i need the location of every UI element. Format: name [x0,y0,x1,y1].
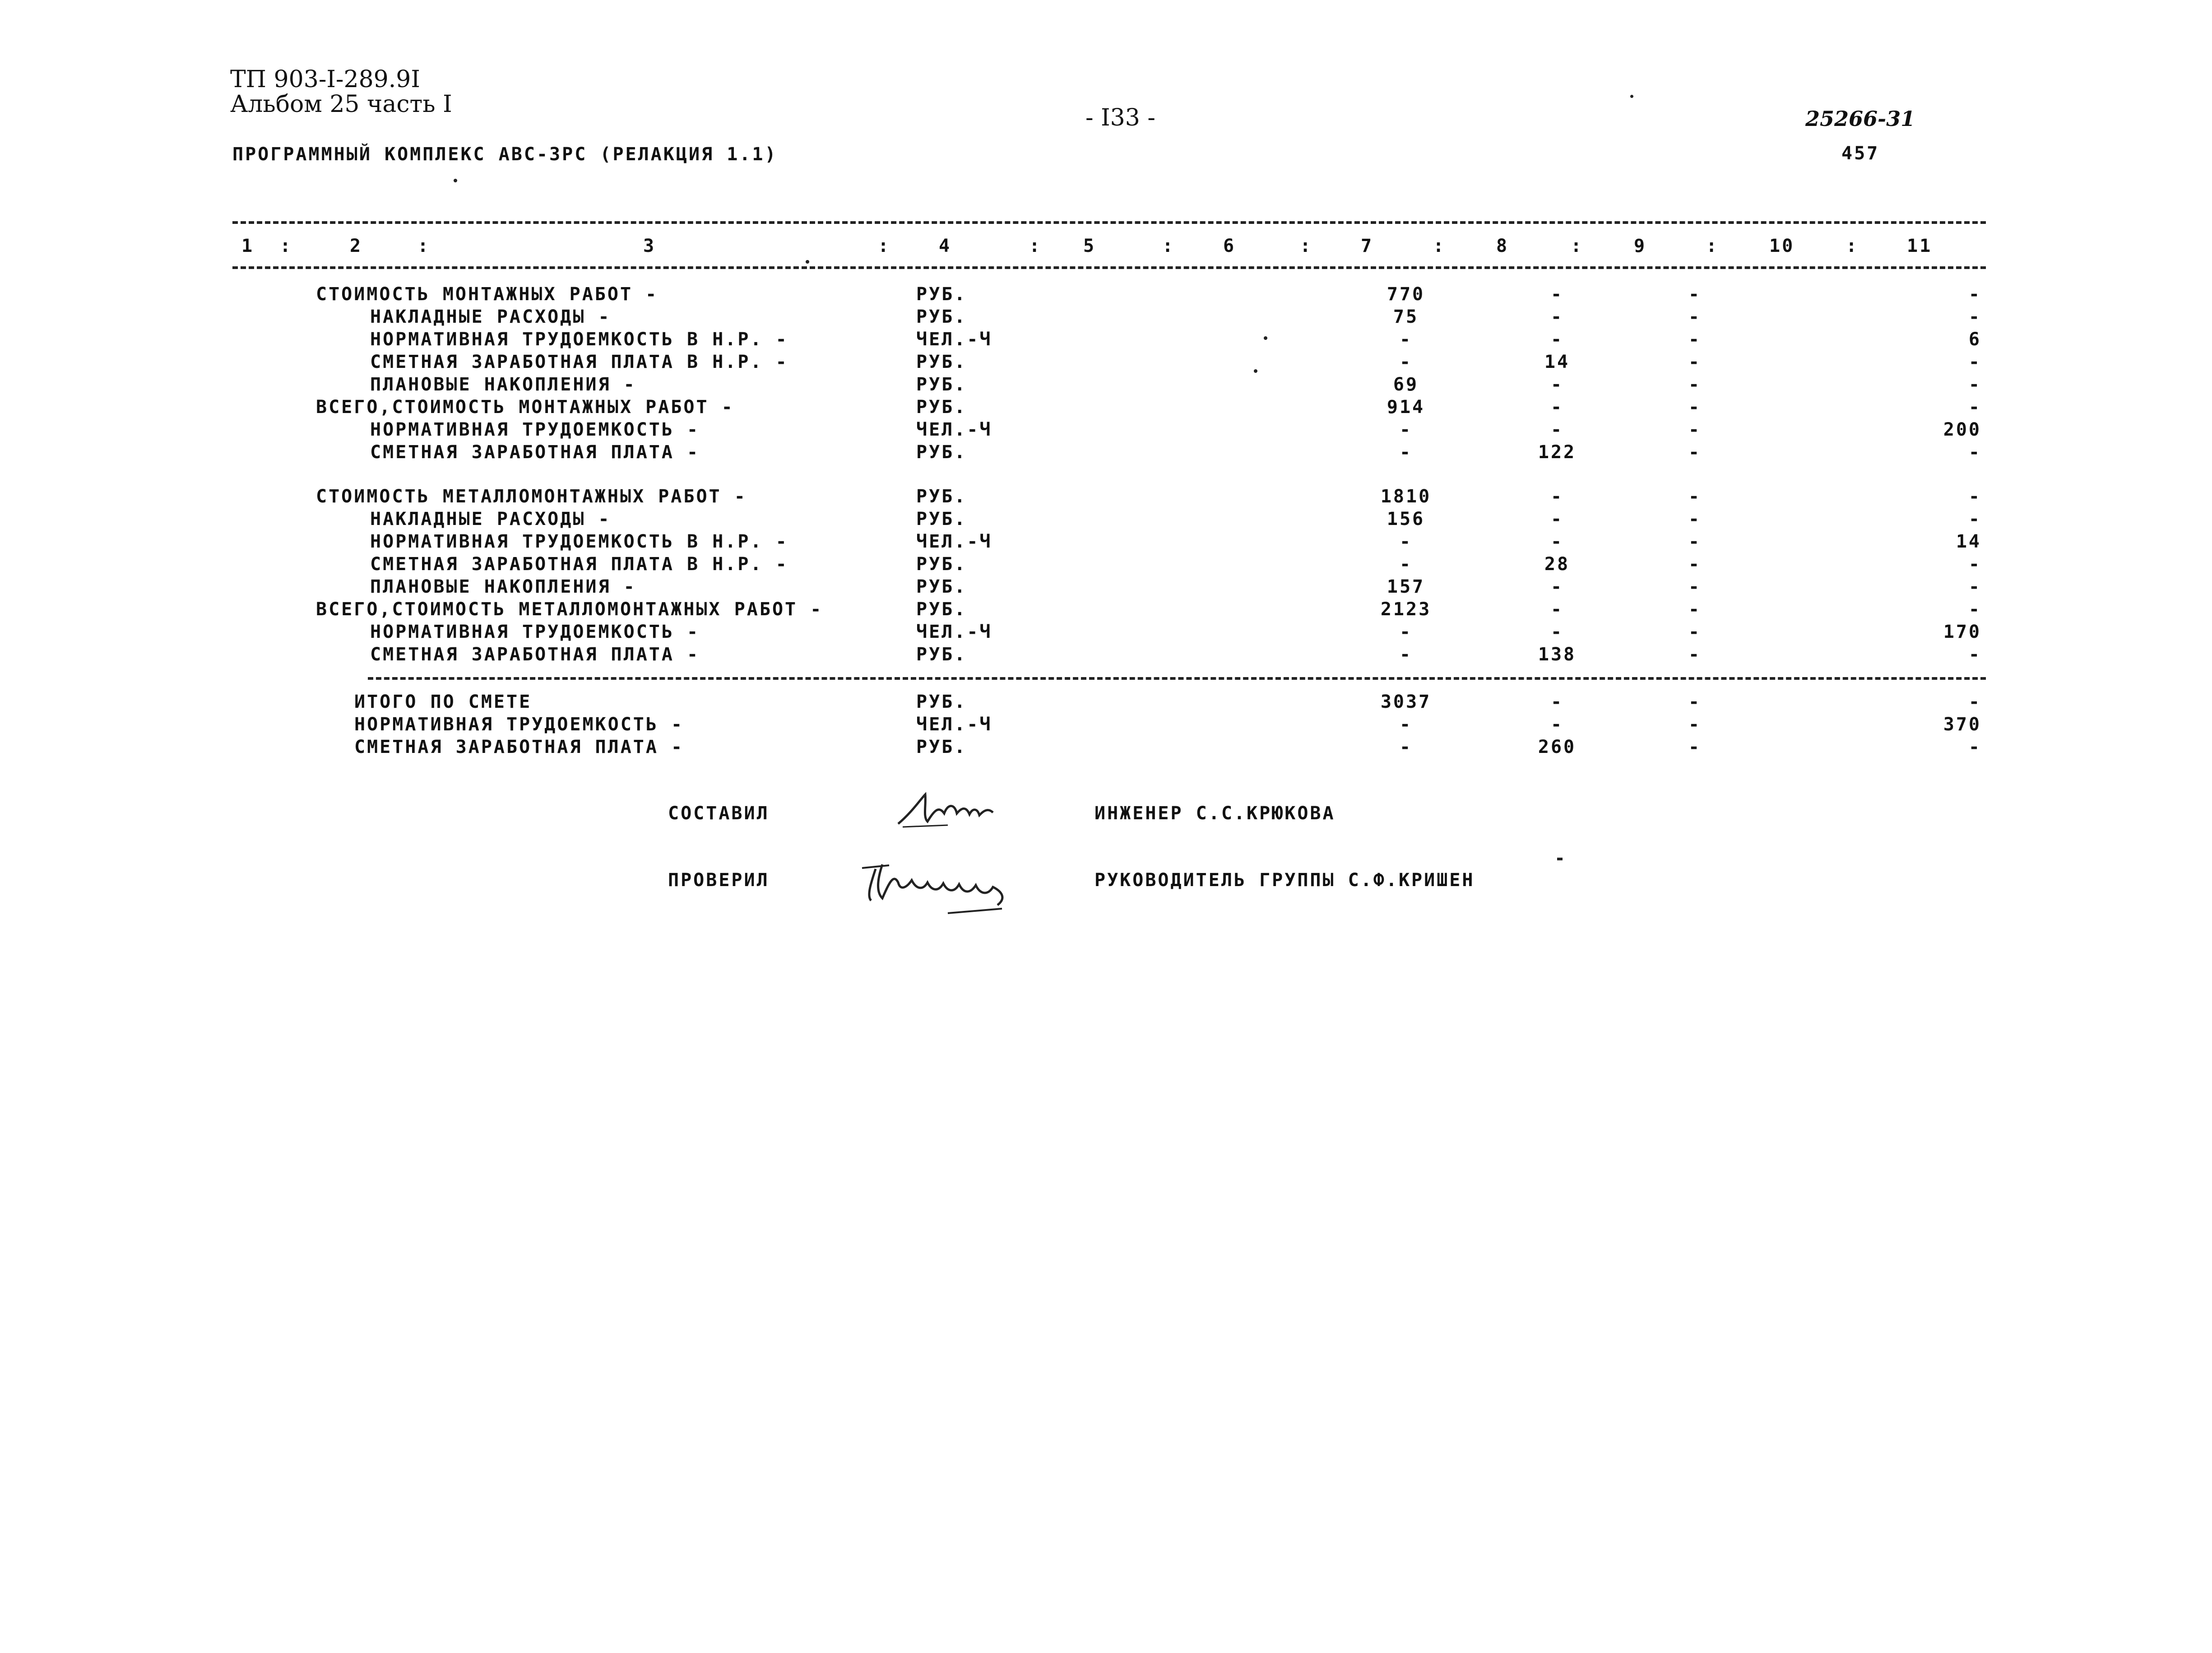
row-unit: ЧЕЛ.-Ч [916,531,992,552]
row-col7: 2123 [1380,599,1432,620]
row-col7: - [1399,419,1413,440]
row-col9: - [1688,622,1702,642]
column-separator: : [1571,236,1584,256]
row-label: СМЕТНАЯ ЗАРАБОТНАЯ ПЛАТА - [370,442,700,463]
checked-label: ПРОВЕРИЛ [668,870,770,891]
composed-label: СОСТАВИЛ [668,803,770,824]
column-header-9: 9 [1634,236,1647,256]
row-col8: - [1550,374,1564,395]
row-col9: - [1688,419,1702,440]
row-col7: 3037 [1380,692,1432,712]
column-header-2: 2 [350,236,363,256]
row-col11: 170 [1943,622,1981,642]
row-col8: 138 [1538,644,1577,665]
table-header-rule [232,266,1986,269]
column-separator: : [280,236,293,256]
row-col11: - [1968,644,1981,665]
row-unit: РУБ. [916,554,967,575]
row-col8: - [1550,486,1564,507]
row-col11: - [1968,692,1981,712]
scan-speck [454,179,457,182]
row-unit: РУБ. [916,644,967,665]
column-separator: : [878,236,891,256]
row-unit: РУБ. [916,352,967,372]
row-col9: - [1688,374,1702,395]
sheet-number: 457 [1841,143,1880,164]
row-col7: 770 [1387,284,1425,305]
row-col11: - [1968,352,1981,372]
scan-speck [1254,369,1257,373]
row-unit: РУБ. [916,737,967,757]
row-col11: - [1968,509,1981,529]
scan-speck [1630,95,1633,98]
row-unit: РУБ. [916,374,967,395]
row-unit: РУБ. [916,284,967,305]
row-col8: - [1550,306,1564,327]
row-col11: - [1968,374,1981,395]
row-col9: - [1688,486,1702,507]
row-col9: - [1688,531,1702,552]
column-header-1: 1 [241,236,255,256]
row-unit: ЧЕЛ.-Ч [916,622,992,642]
row-col11: - [1968,397,1981,418]
column-header-11: 11 [1907,236,1933,256]
column-separator: : [1433,236,1446,256]
row-col8: - [1550,531,1564,552]
column-separator: : [417,236,431,256]
page-number: - I33 - [1085,104,1155,131]
column-separator: : [1706,236,1719,256]
row-col7: - [1399,442,1413,463]
column-separator: : [1300,236,1313,256]
row-col11: 14 [1956,531,1981,552]
row-unit: РУБ. [916,486,967,507]
document-code: ТП 903-I-289.9I [230,66,420,93]
row-col7: - [1399,622,1413,642]
row-col9: - [1688,737,1702,757]
row-col9: - [1688,554,1702,575]
row-col7: 914 [1387,397,1425,418]
row-label: СМЕТНАЯ ЗАРАБОТНАЯ ПЛАТА - [370,644,700,665]
row-col7: - [1399,554,1413,575]
column-header-7: 7 [1361,236,1374,256]
row-col8: - [1550,419,1564,440]
scan-speck [1264,336,1267,340]
row-col8: - [1550,599,1564,620]
program-title: ПРОГРАММНЫЙ КОМПЛЕКС АВС-3РС (РЕЛАКЦИЯ 1.1) [232,144,778,165]
row-col9: - [1688,599,1702,620]
row-label: ПЛАНОВЫЕ НАКОПЛЕНИЯ - [370,374,636,395]
column-header-4: 4 [939,236,952,256]
row-unit: РУБ. [916,397,967,418]
row-col7: 156 [1387,509,1425,529]
signature-checker [858,855,1047,919]
row-col8: - [1550,509,1564,529]
totals-rule [368,677,1986,680]
row-col8: 122 [1538,442,1577,463]
row-label: НАКЛАДНЫЕ РАСХОДЫ - [370,509,611,529]
signature-composer [894,785,1011,835]
row-label: СМЕТНАЯ ЗАРАБОТНАЯ ПЛАТА В Н.Р. - [370,554,788,575]
row-label: НОРМАТИВНАЯ ТРУДОЕМКОСТЬ В Н.Р. - [370,531,788,552]
row-unit: РУБ. [916,509,967,529]
row-col11: 200 [1943,419,1981,440]
checker-name: РУКОВОДИТЕЛЬ ГРУППЫ С.Ф.КРИШЕН [1094,870,1475,891]
row-col8: 28 [1544,554,1570,575]
column-header-6: 6 [1223,236,1236,256]
row-unit: РУБ. [916,306,967,327]
column-separator: : [1846,236,1859,256]
row-label: ВСЕГО,СТОИМОСТЬ МОНТАЖНЫХ РАБОТ - [316,397,734,418]
column-separator: : [1029,236,1042,256]
composer-name: ИНЖЕНЕР С.С.КРЮКОВА [1094,803,1336,824]
row-col8: - [1550,329,1564,350]
row-col9: - [1688,714,1702,735]
row-col7: - [1399,714,1413,735]
row-col11: 6 [1968,329,1981,350]
row-col8: - [1550,692,1564,712]
column-header-8: 8 [1496,236,1509,256]
row-label: НОРМАТИВНАЯ ТРУДОЕМКОСТЬ - [370,419,700,440]
row-label: ВСЕГО,СТОИМОСТЬ МЕТАЛЛОМОНТАЖНЫХ РАБОТ - [316,599,823,620]
row-col11: - [1968,306,1981,327]
row-label: ПЛАНОВЫЕ НАКОПЛЕНИЯ - [370,576,636,597]
row-col7: 69 [1393,374,1419,395]
row-unit: ЧЕЛ.-Ч [916,714,992,735]
row-label: СМЕТНАЯ ЗАРАБОТНАЯ ПЛАТА - [354,737,684,757]
row-col9: - [1688,306,1702,327]
row-col8: - [1550,397,1564,418]
row-unit: РУБ. [916,692,967,712]
row-col7: - [1399,329,1413,350]
row-label: НОРМАТИВНАЯ ТРУДОЕМКОСТЬ - [354,714,684,735]
row-col11: - [1968,599,1981,620]
row-col8: - [1550,284,1564,305]
row-col9: - [1688,329,1702,350]
row-label: НОРМАТИВНАЯ ТРУДОЕМКОСТЬ В Н.Р. - [370,329,788,350]
row-col8: - [1550,622,1564,642]
row-col11: 370 [1943,714,1981,735]
row-col11: - [1968,486,1981,507]
row-unit: ЧЕЛ.-Ч [916,329,992,350]
row-col7: - [1399,737,1413,757]
row-unit: ЧЕЛ.-Ч [916,419,992,440]
row-label: СТОИМОСТЬ МЕТАЛЛОМОНТАЖНЫХ РАБОТ - [316,486,747,507]
scan-speck [806,260,809,264]
row-col9: - [1688,692,1702,712]
row-col11: - [1968,442,1981,463]
row-unit: РУБ. [916,576,967,597]
row-col9: - [1688,284,1702,305]
scan-speck [1557,858,1563,860]
row-unit: РУБ. [916,599,967,620]
row-col9: - [1688,397,1702,418]
row-label: СТОИМОСТЬ МОНТАЖНЫХ РАБОТ - [316,284,658,305]
row-col9: - [1688,644,1702,665]
doc-number: 25266-31 [1805,107,1915,131]
row-col7: 1810 [1380,486,1432,507]
row-col7: - [1399,352,1413,372]
row-col11: - [1968,284,1981,305]
row-col9: - [1688,576,1702,597]
row-label: НОРМАТИВНАЯ ТРУДОЕМКОСТЬ - [370,622,700,642]
row-col9: - [1688,509,1702,529]
row-col11: - [1968,554,1981,575]
column-header-3: 3 [643,236,656,256]
row-col7: - [1399,644,1413,665]
row-col9: - [1688,442,1702,463]
row-unit: РУБ. [916,442,967,463]
row-col9: - [1688,352,1702,372]
table-top-rule [232,221,1986,224]
row-col7: 157 [1387,576,1425,597]
row-label: СМЕТНАЯ ЗАРАБОТНАЯ ПЛАТА В Н.Р. - [370,352,788,372]
album-label: Альбом 25 часть I [230,91,452,118]
row-label: НАКЛАДНЫЕ РАСХОДЫ - [370,306,611,327]
row-col8: 14 [1544,352,1570,372]
column-header-5: 5 [1083,236,1096,256]
column-separator: : [1162,236,1175,256]
row-col8: - [1550,714,1564,735]
row-col11: - [1968,576,1981,597]
row-col8: 260 [1538,737,1577,757]
column-header-10: 10 [1769,236,1795,256]
row-col11: - [1968,737,1981,757]
row-col8: - [1550,576,1564,597]
row-col7: - [1399,531,1413,552]
row-label: ИТОГО ПО СМЕТЕ [354,692,532,712]
row-col7: 75 [1393,306,1419,327]
